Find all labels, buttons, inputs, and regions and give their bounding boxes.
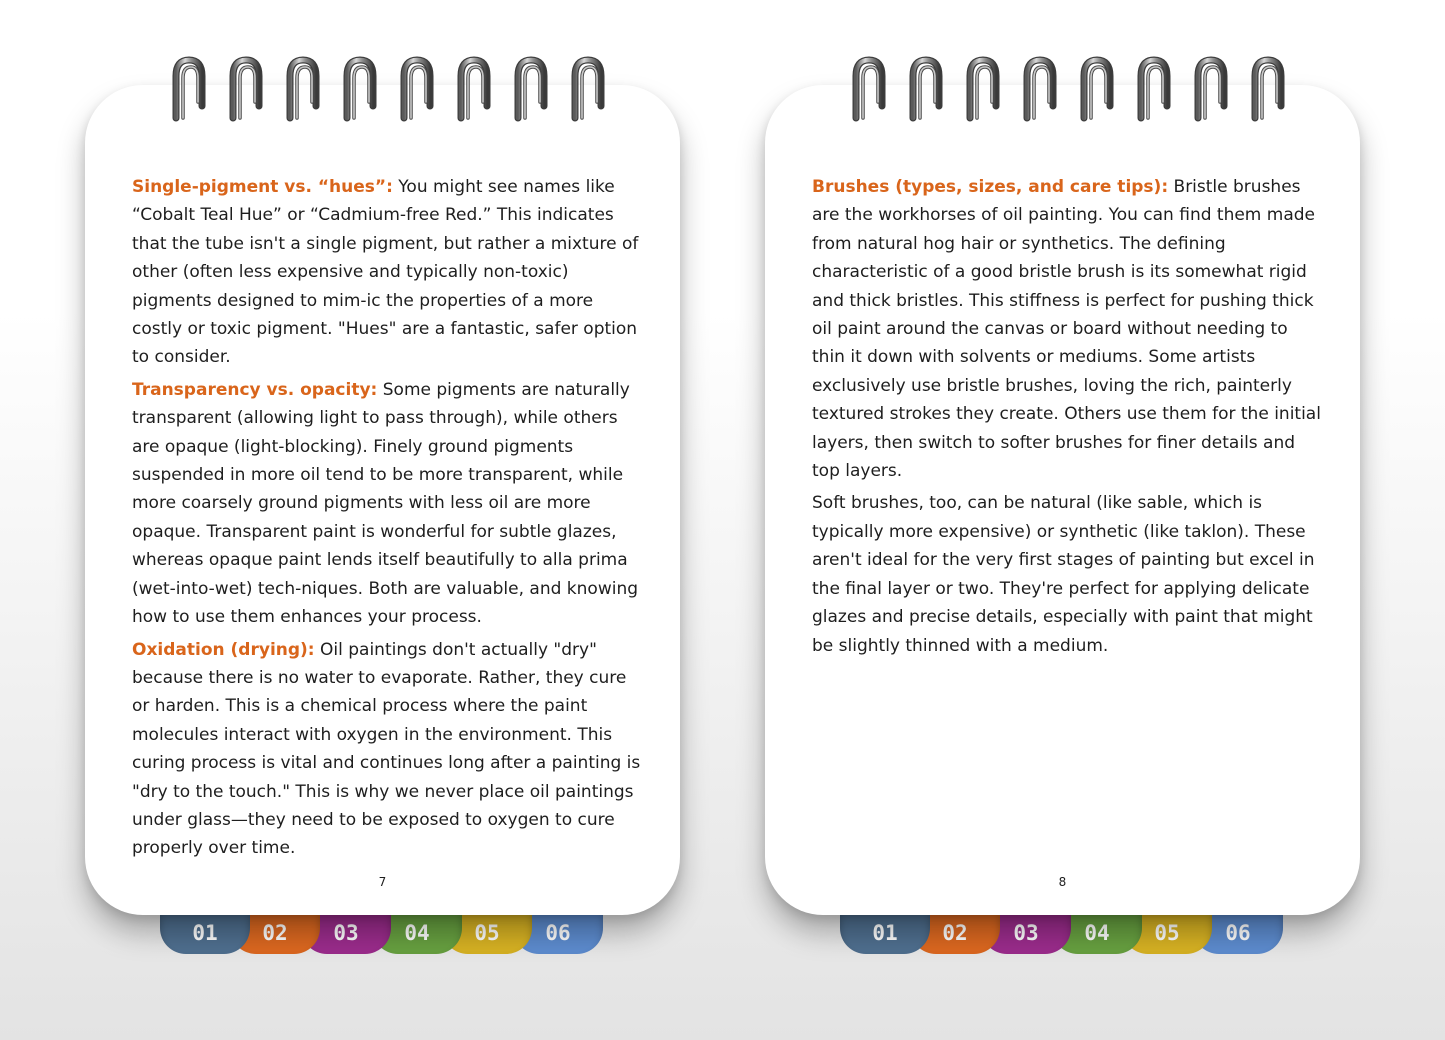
term-heading: Brushes (types, sizes, and care tips): [812,177,1169,197]
page-right-content [812,173,1322,664]
spiral-ring-icon [398,54,438,122]
spiral-ring-icon [850,54,890,122]
tab-section-06[interactable]: 06 [513,907,603,954]
term-heading: Single-pigment vs. “hues”: [132,177,393,197]
spiral-ring-icon [1192,54,1232,122]
spiral-ring-icon [284,54,324,122]
paragraph-text: Bristle brushes are the workhorses of oil painting. You can find them made from natural hog hair or synthetics. The defining characteristic of a good bristle brush is its somewhat rigid and thick bristles. This stiffness is perfect for pushing thick oil paint around the canvas or board without needing to thin it down with solvents or mediums. Some artists exclusively use bristle brushes, loving the rich, painterly textured strokes they create. Others use them for the initial layers, then switch to softer brushes for finer details and top layers. [812,177,1321,482]
tab-section-03[interactable]: 03 [981,907,1071,954]
spiral-ring-icon [227,54,267,122]
page-number: 7 [378,875,387,889]
paragraph-single-pigment [132,173,642,372]
paragraph-soft-brushes [812,489,1322,659]
paragraph-text: Some pigments are naturally transparent (allowing light to pass through), while others are opaque (light-blocking). Finely ground pigments suspended in more oil tend to be more transparent, while more coarsely ground pigments with less oil are more opaque. Transparent paint is wonderful for subtle glazes, whereas opaque paint lends itself beautifully to alla prima (wet-into-wet) tech-niques. Both are valuable, and knowing how to use them enhances your process. [132,379,639,628]
paragraph-text: You might see names like “Cobalt Teal Hue” or “Cadmium-free Red.” This indicates that the tube isn't a single pigment, but rather a mixture of other (often less expensive and typically non-toxic) pigments designed to mim-ic the properties of a more costly or toxic pigment. "Hues" are a fantastic, safer option to consider. [132,177,639,368]
tab-section-05[interactable]: 05 [442,907,532,954]
paragraph-oxidation [132,636,642,863]
tab-section-03[interactable]: 03 [301,907,391,954]
tab-section-02[interactable]: 02 [230,907,320,954]
spiral-ring-icon [1135,54,1175,122]
spiral-ring-icon [455,54,495,122]
spiral-ring-icon [907,54,947,122]
spiral-binding [170,54,620,124]
paragraph-text: Oil paintings don't actually "dry" because there is no water to evaporate. Rather, they cure or harden. This is a chemical process where the paint molecules interact with oxygen in the environment. This curing process is vital and continues long after a painting is "dry to the touch." This is why we never place oil paintings under glass—they need to be exposed to oxygen to cure properly over time. [132,639,641,859]
paragraph-text: Soft brushes, too, can be natural (like sable, which is typically more expensive) or synthetic (like taklon). These aren't ideal for the very first stages of painting but excel in the final layer or two. They're perfect for applying delicate glazes and precise details, especially with paint that might be slightly thinned with a medium. [812,493,1315,656]
term-heading: Oxidation (drying): [132,639,315,660]
tab-section-04[interactable]: 04 [1052,907,1142,954]
notebook-left [78,0,698,1000]
page-left-content [132,173,642,867]
paragraph-transparency [132,376,642,632]
spiral-ring-icon [512,54,552,122]
spiral-ring-icon [1078,54,1118,122]
page-left [85,85,680,915]
spiral-ring-icon [170,54,210,122]
page-number: 8 [1058,875,1067,889]
tab-section-06[interactable]: 06 [1193,907,1283,954]
term-heading: Transparency vs. opacity: [132,379,378,400]
tab-section-01[interactable]: 01 [160,907,250,954]
spiral-ring-icon [1021,54,1061,122]
notebook-right [758,0,1378,1000]
spiral-ring-icon [569,54,609,122]
spiral-ring-icon [341,54,381,122]
tab-section-04[interactable]: 04 [372,907,462,954]
tab-section-01[interactable]: 01 [840,907,930,954]
paragraph-brushes [812,173,1322,485]
tab-section-05[interactable]: 05 [1122,907,1212,954]
page-right [765,85,1360,915]
spiral-ring-icon [1249,54,1289,122]
spiral-binding [850,54,1300,124]
spiral-ring-icon [964,54,1004,122]
tab-section-02[interactable]: 02 [910,907,1000,954]
